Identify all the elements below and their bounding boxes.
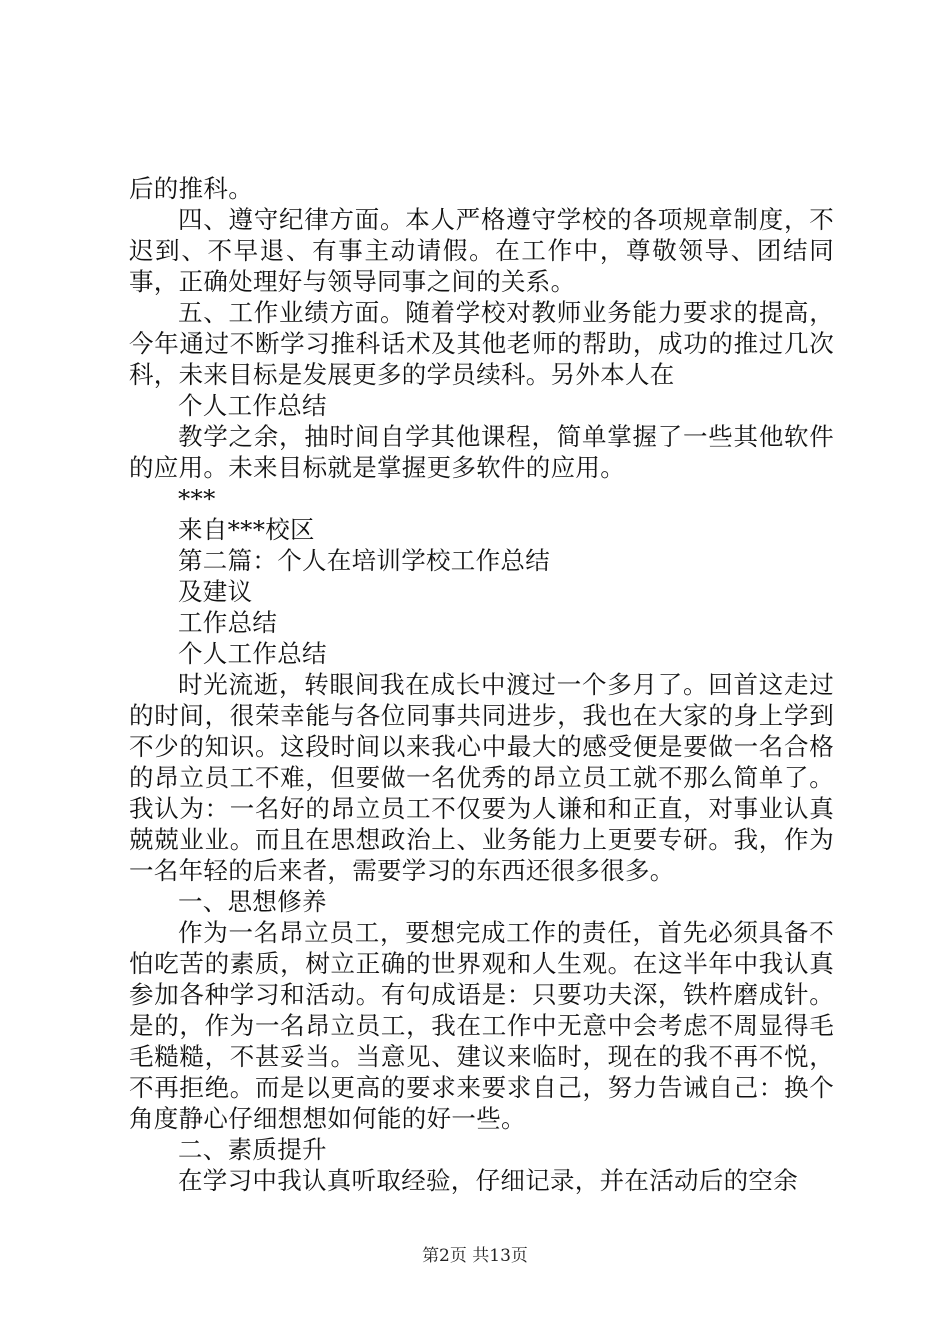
source-line: 来自***校区 (178, 515, 315, 544)
section-heading: 工作总结 (178, 608, 278, 637)
paragraph: 作为一名昂立员工，要想完成工作的责任，首先必须具备不怕吃苦的素质，树立正确的世界观和人生观。在这半年中我认真参加各种学习和活动。有句成语是：只要功夫深，铁杵磨成针。是的，作为一名昂立员工，我在工作中无意中会考虑不周显得毛毛糙糙，不甚妥当。当意见、建议来临时，现在的我不再不悦，不再拒绝。而是以更高的要求来要求自己，努力告诫自己：换个角度静心仔细想想如何能的好一些。 (129, 918, 834, 1133)
paragraph: 教学之余，抽时间自学其他课程，简单掌握了一些其他软件的应用。未来目标就是掌握更多软件的应用。 (129, 422, 834, 482)
paragraph: 时光流逝，转眼间我在成长中渡过一个多月了。回首这走过的时间，很荣幸能与各位同事共同进步，我也在大家的身上学到不少的知识。这段时间以来我心中最大的感受便是要做一名合格的昂立员工不难，但要做一名优秀的昂立员工就不那么简单了。我认为：一名好的昂立员工不仅要为人谦和和正直，对事业认真兢兢业业。而且在思想政治上、业务能力上更要专研。我，作为一名年轻的后来者，需要学习的东西还很多很多。 (129, 670, 834, 885)
section-heading: 个人工作总结 (178, 391, 327, 420)
paragraph: 在学习中我认真听取经验，仔细记录，并在活动后的空余 (178, 1166, 798, 1195)
section-heading: 个人工作总结 (178, 639, 327, 668)
document-body (129, 173, 834, 1196)
section-heading: 二、素质提升 (178, 1135, 327, 1164)
section-heading: 一、思想修养 (178, 887, 327, 916)
author-mark: *** (178, 484, 216, 513)
page-number-footer: 第2页 共13页 (422, 1246, 528, 1266)
chapter-title: 第二篇：个人在培训学校工作总结 (178, 546, 550, 575)
paragraph: 五、工作业绩方面。随着学校对教师业务能力要求的提高，今年通过不断学习推科话术及其他老师的帮助，成功的推过几次科，未来目标是发展更多的学员续科。另外本人在 (129, 298, 834, 389)
paragraph: 四、遵守纪律方面。本人严格遵守学校的各项规章制度，不迟到、不早退、有事主动请假。在工作中，尊敬领导、团结同事，正确处理好与领导同事之间的关系。 (129, 205, 834, 296)
paragraph: 后的推科。 (129, 174, 253, 203)
chapter-title-continued: 及建议 (178, 577, 253, 606)
